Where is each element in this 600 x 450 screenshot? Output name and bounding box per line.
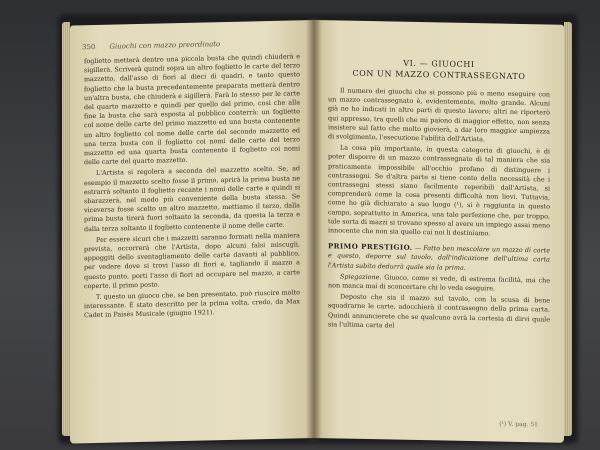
left-page-number: 350 [82, 42, 96, 52]
book-gutter [306, 18, 322, 442]
chapter-subtitle: CON UN MAZZO CONTRASSEGNATO [352, 68, 526, 82]
left-paragraph-3: Per essere sicuri che i mazzetti saranno formati nella maniera prevista, occorrerà che l'Artista, dopo alcuni falsi miscugli, appoggiti dello sventagliamento delle carte davanti al pubblico, per vedere dove si trovi l'asso di fiori e, tagliando il mazzo a questo punto, porti l'asso di fiori ad occupare nel mazzo, a carte coperte, il primo posto. [84, 231, 300, 291]
explanation-label: Spiegazione. [340, 272, 382, 282]
left-paragraph-4: T. questo un giuoco che, se ben presentato, può riuscire molto interessante. È stato descritto per la prima volta, credo, da Max Cadet in Paisès Musicale (giugno 1921). [84, 288, 300, 320]
right-page [314, 20, 564, 443]
left-page-stack-edge [62, 22, 70, 436]
left-paragraph-2: L'Artista si regolerà a seconda del mazzetto scelto. Se, ad esempio il mazzetto scelto fosse il primo, aprirà la prima busta ne estrarrà soltanto il foglietto recante i nomi delle carte e quindi si sbarazzerà, nel modo più conveniente della busta stessa. Se viceversa fosse scelto un altro mazzetto, mettiamo il terzo, dalla prima busta tirerà fuori soltanto la seconda, da questa la terza e dalla terza soltanto il foglietto contenente il nome delle carte. [84, 164, 300, 233]
left-running-title: Giuochi con mazzo preordinato [109, 40, 221, 51]
section-title: PRIMO PRESTIGIO. [328, 241, 413, 253]
left-running-head [82, 38, 300, 51]
right-page-stack-edge [564, 22, 572, 436]
section-paragraph [328, 242, 550, 275]
right-page-body [328, 86, 550, 335]
section-lead: — Fatto ben mescolare un mazzo di carte e questo, deporre sul tavolo, dall'indicazione dell'ultima carta l'Artista subito dedurrà quale sia la prima. [328, 244, 550, 272]
final-paragraph: Deposto che sia il mazzo sul tavolo, con la scusa di bene squadrarne le carte, adocchierà il contrassegno della prima carta. Quindi annuncierete che se qualcuno avrà la cortesia di dirvi quale sia l'ultima carta del [328, 292, 550, 330]
chapter-heading [314, 56, 564, 83]
left-page [70, 20, 314, 444]
explanation-text: Giuoco, come si vede, di estrema facilità, ma che non manca mai di sconcertare chi lo veda eseguire. [328, 273, 550, 293]
explanation-paragraph [328, 272, 550, 295]
right-paragraph-1: Il numero dei giuochi che si possono più o meno eseguire con un mazzo contrassegnato è, evidentemente, molto grande. Alcuni già ne ho indicati in altre parti di questo lavoro; altri ne riporterò qui appresso, tra quelli che mi paiono di maggior effetto, non senza insistere sul fatto che molto giovierà, a dar loro maggior ampiezza di svolgimento, l'esecuzione l'abilità dell'Artista. [328, 86, 550, 144]
left-paragraph-1: foglietto metterà dentro una piccola busta che quindi chiuderà e sigillerà. Scriverà quindi sopra un altro foglietto le carte del terzo mazzetto, dall'asso di fiori al dieci di quadri, e tanto questo foglietto che la busta precedentemente preparata metterà dentro un'altra busta, che chiuderà e sigillerà. Farà lo stesso per le carte del quarto mazzetto e quindi per quello del primo, così che alla fine la busta che sarà esposta al pubblico conterrà: un foglietto col nome delle carte del primo mazzetto ed una busta contenente un altro foglietto col nome delle carte del secondo mazzetto ed una terza busta con il foglietto coi nomi delle carte del terzo mazzetto ed una quarta busta contenente il foglietto coi nomi delle carte del quarto mazzetto. [84, 52, 300, 167]
right-paragraph-2: La cosa più importante, in questa categoria di giuochi, è di poter disporre di un mazzo contrassegnato di tal maniera che sia praticamente impossibile all'occhio profano di distinguere i contrassegni. Se d'altra parte si tiene conto della necessità che i contrassegni stessi siano facilmente reperibili dall'Artista, si comprenderà come la cosa presenti difficoltà non lievi. Tuttavia, come ho già dichiarato a suo luogo (¹), si è raggiunta in questo campo, soprattutto in America, una tale perfezione che, per troppo, tale sorta di mazzi si trovano spesso al avere un impiego assai meno innocente che non sia quello cui noi li destiniamo. [328, 143, 550, 238]
chapter-number: VI. — GIUOCHI [403, 58, 475, 70]
left-page-body [84, 52, 300, 323]
footnote: (¹) V. pag. 51 [499, 420, 538, 429]
